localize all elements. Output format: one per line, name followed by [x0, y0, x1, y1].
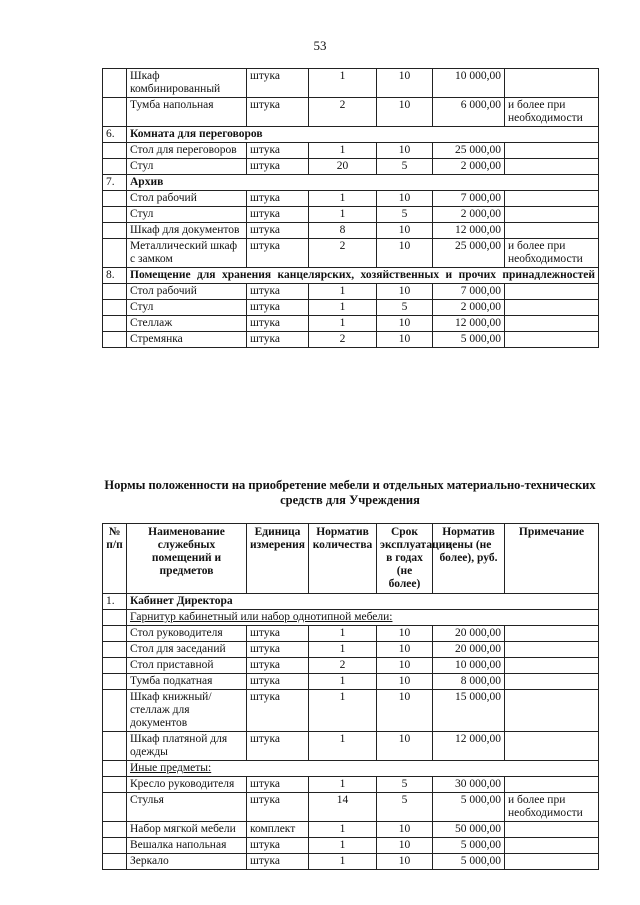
item-note: и более при необходимости: [505, 793, 599, 822]
col-header-unit: Единица измерения: [247, 524, 309, 594]
row-number: [103, 223, 127, 239]
item-price: 10 000,00: [433, 658, 505, 674]
item-note: [505, 658, 599, 674]
item-unit: штука: [247, 143, 309, 159]
item-name: Стулья: [127, 793, 247, 822]
item-price: 8 000,00: [433, 674, 505, 690]
col-header-service-life: Срок эксплуатации в годах (не более): [377, 524, 433, 594]
item-service-life: 5: [377, 207, 433, 223]
table-row: [103, 838, 599, 854]
item-service-life: 10: [377, 316, 433, 332]
item-unit: штука: [247, 854, 309, 870]
item-unit: штука: [247, 642, 309, 658]
item-quantity: 2: [309, 332, 377, 348]
item-price: 12 000,00: [433, 316, 505, 332]
item-unit: комплект: [247, 822, 309, 838]
item-unit: штука: [247, 658, 309, 674]
item-unit: штука: [247, 316, 309, 332]
item-unit: штука: [247, 284, 309, 300]
item-name: Зеркало: [127, 854, 247, 870]
item-quantity: 14: [309, 793, 377, 822]
item-quantity: 1: [309, 674, 377, 690]
item-unit: штука: [247, 626, 309, 642]
row-number: [103, 732, 127, 761]
header-row: [103, 524, 599, 594]
item-quantity: 1: [309, 822, 377, 838]
item-service-life: 10: [377, 69, 433, 98]
item-name: Стол для переговоров: [127, 143, 247, 159]
item-note: [505, 316, 599, 332]
table-row: [103, 793, 599, 822]
row-number: [103, 98, 127, 127]
item-name: Стеллаж: [127, 316, 247, 332]
section-row: [103, 127, 599, 143]
item-service-life: 10: [377, 838, 433, 854]
table-row: [103, 300, 599, 316]
item-quantity: 20: [309, 159, 377, 175]
item-name: Тумба напольная: [127, 98, 247, 127]
row-number: 7.: [103, 175, 127, 191]
item-name: Тумба подкатная: [127, 674, 247, 690]
row-number: [103, 69, 127, 98]
item-service-life: 10: [377, 658, 433, 674]
item-service-life: 5: [377, 159, 433, 175]
row-number: [103, 300, 127, 316]
item-quantity: 8: [309, 223, 377, 239]
item-note: [505, 143, 599, 159]
item-price: 2 000,00: [433, 159, 505, 175]
item-quantity: 2: [309, 98, 377, 127]
table-row: [103, 658, 599, 674]
item-unit: штука: [247, 239, 309, 268]
item-quantity: 1: [309, 626, 377, 642]
table-row: [103, 822, 599, 838]
item-unit: штука: [247, 69, 309, 98]
item-note: [505, 300, 599, 316]
item-service-life: 10: [377, 732, 433, 761]
table-row: [103, 626, 599, 642]
row-number: [103, 610, 127, 626]
row-number: [103, 822, 127, 838]
item-service-life: 10: [377, 674, 433, 690]
item-service-life: 10: [377, 239, 433, 268]
row-number: [103, 793, 127, 822]
item-note: [505, 626, 599, 642]
item-note: [505, 159, 599, 175]
item-name: Стул: [127, 207, 247, 223]
table-row: [103, 316, 599, 332]
item-quantity: 1: [309, 777, 377, 793]
item-note: [505, 207, 599, 223]
item-quantity: 2: [309, 239, 377, 268]
item-name: Металлический шкаф с замком: [127, 239, 247, 268]
table-row: [103, 284, 599, 300]
row-number: [103, 191, 127, 207]
row-number: [103, 761, 127, 777]
item-service-life: 5: [377, 793, 433, 822]
furniture-norms-table: [102, 523, 599, 870]
item-service-life: 10: [377, 223, 433, 239]
item-note: и более при необходимости: [505, 239, 599, 268]
item-service-life: 10: [377, 332, 433, 348]
row-number: [103, 159, 127, 175]
item-price: 30 000,00: [433, 777, 505, 793]
subsection-row: [103, 610, 599, 626]
item-price: 5 000,00: [433, 332, 505, 348]
item-quantity: 2: [309, 658, 377, 674]
item-service-life: 5: [377, 777, 433, 793]
section-row: [103, 268, 599, 284]
col-header-number: № п/п: [103, 524, 127, 594]
item-service-life: 10: [377, 822, 433, 838]
item-quantity: 1: [309, 207, 377, 223]
item-service-life: 5: [377, 300, 433, 316]
item-price: 7 000,00: [433, 191, 505, 207]
row-number: [103, 332, 127, 348]
table-row: [103, 223, 599, 239]
item-unit: штука: [247, 332, 309, 348]
item-unit: штука: [247, 690, 309, 732]
row-number: [103, 143, 127, 159]
item-service-life: 10: [377, 191, 433, 207]
table-row: [103, 332, 599, 348]
item-unit: штука: [247, 159, 309, 175]
item-name: Стол для заседаний: [127, 642, 247, 658]
item-price: 50 000,00: [433, 822, 505, 838]
table-row: [103, 143, 599, 159]
section-title: Помещение для хранения канцелярских, хозяйственных и прочих принадлежностей: [127, 268, 599, 284]
item-service-life: 10: [377, 642, 433, 658]
item-name: Шкаф для документов: [127, 223, 247, 239]
table-row: [103, 239, 599, 268]
row-number: [103, 658, 127, 674]
item-price: 25 000,00: [433, 143, 505, 159]
item-quantity: 1: [309, 854, 377, 870]
row-number: [103, 284, 127, 300]
row-number: 8.: [103, 268, 127, 284]
item-service-life: 10: [377, 626, 433, 642]
subsection-row: [103, 761, 599, 777]
subsection-title: Гарнитур кабинетный или набор однотипной мебели:: [127, 610, 599, 626]
item-quantity: 1: [309, 690, 377, 732]
item-price: 20 000,00: [433, 626, 505, 642]
item-price: 10 000,00: [433, 69, 505, 98]
item-price: 12 000,00: [433, 223, 505, 239]
item-unit: штука: [247, 300, 309, 316]
item-note: [505, 332, 599, 348]
page-number: 53: [313, 38, 327, 53]
item-service-life: 10: [377, 143, 433, 159]
item-unit: штука: [247, 191, 309, 207]
item-name: Шкаф комбинированный: [127, 69, 247, 98]
row-number: 6.: [103, 127, 127, 143]
item-unit: штука: [247, 777, 309, 793]
item-note: [505, 223, 599, 239]
item-unit: штука: [247, 674, 309, 690]
item-note: [505, 191, 599, 207]
item-unit: штука: [247, 838, 309, 854]
item-name: Кресло руководителя: [127, 777, 247, 793]
table-row: [103, 159, 599, 175]
table-row: [103, 191, 599, 207]
item-price: 7 000,00: [433, 284, 505, 300]
item-price: 2 000,00: [433, 207, 505, 223]
item-name: Стул: [127, 300, 247, 316]
item-quantity: 1: [309, 316, 377, 332]
item-note: [505, 777, 599, 793]
section-title: Кабинет Директора: [127, 594, 599, 610]
item-note: [505, 284, 599, 300]
table-row: [103, 732, 599, 761]
item-price: 6 000,00: [433, 98, 505, 127]
item-unit: штука: [247, 732, 309, 761]
item-service-life: 10: [377, 284, 433, 300]
item-note: [505, 642, 599, 658]
row-number: [103, 777, 127, 793]
item-name: Набор мягкой мебели: [127, 822, 247, 838]
section-row: [103, 594, 599, 610]
row-number: [103, 690, 127, 732]
continued-furniture-table: [102, 68, 599, 348]
table-row: [103, 98, 599, 127]
item-name: Стол рабочий: [127, 191, 247, 207]
table-row: [103, 69, 599, 98]
item-service-life: 10: [377, 690, 433, 732]
item-name: Стремянка: [127, 332, 247, 348]
item-name: Стол приставной: [127, 658, 247, 674]
item-price: 2 000,00: [433, 300, 505, 316]
row-number: [103, 207, 127, 223]
item-price: 25 000,00: [433, 239, 505, 268]
item-note: [505, 838, 599, 854]
table-row: [103, 777, 599, 793]
item-name: Стол руководителя: [127, 626, 247, 642]
row-number: [103, 854, 127, 870]
item-quantity: 1: [309, 300, 377, 316]
item-price: 5 000,00: [433, 793, 505, 822]
item-note: [505, 732, 599, 761]
item-quantity: 1: [309, 143, 377, 159]
col-header-price: Норматив цены (не более), руб.: [433, 524, 505, 594]
col-header-note: Примечание: [505, 524, 599, 594]
subsection-title: Иные предметы:: [127, 761, 599, 777]
row-number: 1.: [103, 594, 127, 610]
item-quantity: 1: [309, 284, 377, 300]
item-quantity: 1: [309, 838, 377, 854]
item-note: и более при необходимости: [505, 98, 599, 127]
row-number: [103, 642, 127, 658]
section-title: Комната для переговоров: [127, 127, 599, 143]
item-note: [505, 854, 599, 870]
table-title: Нормы положенности на приобретение мебели и отдельных материально-технических средств для Учреждения: [104, 478, 596, 507]
item-name: Стул: [127, 159, 247, 175]
section-title: Архив: [127, 175, 599, 191]
row-number: [103, 838, 127, 854]
table-row: [103, 854, 599, 870]
item-unit: штука: [247, 98, 309, 127]
item-unit: штука: [247, 793, 309, 822]
item-price: 20 000,00: [433, 642, 505, 658]
item-note: [505, 69, 599, 98]
item-unit: штука: [247, 207, 309, 223]
row-number: [103, 316, 127, 332]
item-name: Шкаф книжный/стеллаж для документов: [127, 690, 247, 732]
row-number: [103, 674, 127, 690]
item-service-life: 10: [377, 98, 433, 127]
item-note: [505, 690, 599, 732]
item-quantity: 1: [309, 732, 377, 761]
item-quantity: 1: [309, 191, 377, 207]
row-number: [103, 239, 127, 268]
item-price: 15 000,00: [433, 690, 505, 732]
table-row: [103, 642, 599, 658]
col-header-quantity: Норматив количества: [309, 524, 377, 594]
item-name: Шкаф платяной для одежды: [127, 732, 247, 761]
col-header-name: Наименование служебных помещений и предметов: [127, 524, 247, 594]
item-quantity: 1: [309, 642, 377, 658]
item-quantity: 1: [309, 69, 377, 98]
item-unit: штука: [247, 223, 309, 239]
item-price: 5 000,00: [433, 854, 505, 870]
item-note: [505, 674, 599, 690]
section-row: [103, 175, 599, 191]
table-row: [103, 674, 599, 690]
item-service-life: 10: [377, 854, 433, 870]
table-row: [103, 207, 599, 223]
item-price: 12 000,00: [433, 732, 505, 761]
row-number: [103, 626, 127, 642]
table-row: [103, 690, 599, 732]
item-note: [505, 822, 599, 838]
item-name: Вешалка напольная: [127, 838, 247, 854]
item-price: 5 000,00: [433, 838, 505, 854]
item-name: Стол рабочий: [127, 284, 247, 300]
